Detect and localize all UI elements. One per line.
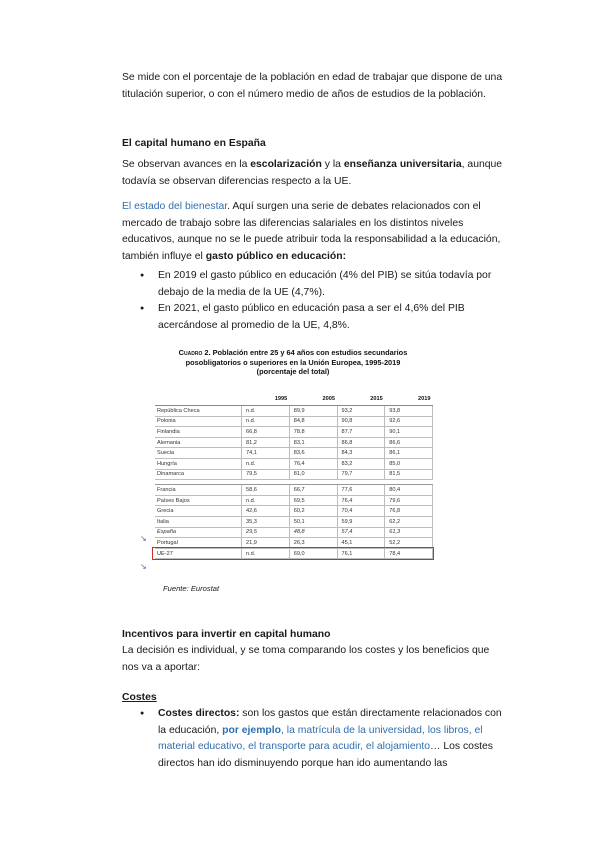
table-cell: 66,8 bbox=[242, 427, 290, 438]
table-cell: 81,0 bbox=[289, 469, 337, 480]
column-header: 2015 bbox=[337, 393, 385, 406]
row-label: Finlandia bbox=[155, 427, 242, 438]
intro-paragraph bbox=[122, 70, 522, 103]
table-cell: 83,6 bbox=[289, 448, 337, 459]
table-cell: 87,7 bbox=[337, 427, 385, 438]
figure-caption bbox=[152, 348, 434, 377]
row-label: España bbox=[155, 527, 242, 538]
row-label: Portugal bbox=[155, 538, 242, 549]
section-heading-costes: Costes bbox=[122, 692, 157, 703]
costes-bullet-list bbox=[122, 706, 522, 772]
arrow-icon: ↘ bbox=[140, 562, 147, 571]
table-cell: 62,2 bbox=[385, 516, 433, 527]
text: Se observan avances en la bbox=[122, 159, 251, 170]
caption-prefix: Cuadro 2. bbox=[178, 348, 211, 357]
table-cell: 81,5 bbox=[385, 469, 433, 480]
list-item bbox=[122, 301, 522, 334]
table-cell: 52,2 bbox=[385, 538, 433, 549]
text: mercado de trabajo sobre las diferencias salariales en los distintos niveles bbox=[122, 217, 464, 229]
table-cell: 21,9 bbox=[242, 538, 290, 549]
table-cell: 81,2 bbox=[242, 437, 290, 448]
highlight-text: por ejemplo bbox=[222, 724, 282, 736]
table-row bbox=[155, 495, 433, 506]
table-cell: 93,8 bbox=[385, 406, 433, 417]
text: … Los costes bbox=[430, 741, 493, 752]
text: La decisión es individual, y se toma comparando los costes y los beneficios que bbox=[122, 645, 490, 656]
text: , aunque bbox=[461, 159, 503, 170]
text: son los gastos que están directamente relacionados con bbox=[239, 708, 502, 719]
text: debajo de la media de la UE (4,7%). bbox=[158, 286, 325, 298]
table-row bbox=[155, 485, 433, 496]
table-row bbox=[155, 406, 433, 417]
table-row bbox=[155, 427, 433, 438]
table-cell: 48,8 bbox=[289, 527, 337, 538]
table-cell: 76,1 bbox=[337, 548, 385, 559]
table-row bbox=[155, 448, 433, 459]
row-label: Hungría bbox=[155, 458, 242, 469]
table-cell: 90,8 bbox=[337, 416, 385, 427]
cuadro-2-figure bbox=[140, 348, 434, 598]
table-row bbox=[155, 469, 433, 480]
text: acercándose al promedio de la UE, 4,8%. bbox=[158, 319, 350, 331]
incentivos-paragraph bbox=[122, 643, 522, 676]
column-header: 2005 bbox=[289, 393, 337, 406]
highlight-text: material educativo, el transporte para acudir, el alojamiento bbox=[158, 741, 431, 752]
list-item bbox=[122, 268, 522, 301]
column-header bbox=[155, 393, 242, 406]
table-cell: 76,4 bbox=[337, 495, 385, 506]
table-cell: 69,0 bbox=[289, 548, 337, 559]
text: todavía se observan diferencias respecto a la UE. bbox=[122, 175, 352, 187]
table-cell: 60,2 bbox=[289, 506, 337, 517]
table-cell: 42,6 bbox=[242, 506, 290, 517]
table-row bbox=[155, 527, 433, 538]
table-cell: 78,4 bbox=[385, 548, 433, 559]
espana-highlight-box bbox=[152, 547, 434, 560]
table-header-row bbox=[155, 393, 433, 406]
table-cell: 77,6 bbox=[337, 485, 385, 496]
table-cell: n.d. bbox=[242, 416, 290, 427]
caption-text: (porcentaje del total) bbox=[256, 367, 330, 377]
table-cell: 86,6 bbox=[385, 437, 433, 448]
row-label: Países Bajos bbox=[155, 495, 242, 506]
table-cell: 86,1 bbox=[385, 448, 433, 459]
table-row bbox=[155, 416, 433, 427]
avances-paragraph bbox=[122, 157, 522, 190]
table-cell: 83,2 bbox=[337, 458, 385, 469]
table-cell: 50,1 bbox=[289, 516, 337, 527]
row-label: Italia bbox=[155, 516, 242, 527]
table-cell: 83,1 bbox=[289, 437, 337, 448]
table-cell: 84,3 bbox=[337, 448, 385, 459]
text: educativos, aunque no se le puede atribuir toda la responsabilidad a la educación, bbox=[122, 234, 501, 245]
arrow-icon: ↘ bbox=[140, 534, 147, 543]
table-cell: 93,2 bbox=[337, 406, 385, 417]
intro-line: titulación superior, o con el número medio de años de estudios de la población. bbox=[122, 88, 486, 100]
table-cell: 58,6 bbox=[242, 485, 290, 496]
row-label: República Checa bbox=[155, 406, 242, 417]
caption-text: posobligatorios o superiores en la Unión Europea, 1995-2019 bbox=[185, 357, 401, 367]
row-label: Suecia bbox=[155, 448, 242, 459]
table-row bbox=[155, 437, 433, 448]
table-cell: 61,3 bbox=[385, 527, 433, 538]
text: ● En 2019 el gasto público en educación (4% del PIB) se sitúa todavía por bbox=[158, 270, 492, 281]
table-cell: 59,9 bbox=[337, 516, 385, 527]
table-row bbox=[155, 506, 433, 517]
table-cell: 66,7 bbox=[289, 485, 337, 496]
table-cell: 35,3 bbox=[242, 516, 290, 527]
table-cell: 92,6 bbox=[385, 416, 433, 427]
table-cell: n.d. bbox=[242, 406, 290, 417]
table-cell: n.d. bbox=[242, 548, 290, 559]
section-heading-capital-humano: El capital humano en España bbox=[122, 138, 266, 149]
bold-text: escolarización bbox=[250, 159, 322, 170]
table-cell: 74,1 bbox=[242, 448, 290, 459]
highlight-text: , la matrícula de la universidad, los libros, el bbox=[281, 724, 483, 736]
intro-line: Se mide con el porcentaje de la población en edad de trabajar que dispone de una bbox=[122, 72, 503, 83]
text: ● En 2021, el gasto público en educación pasa a ser el 4,6% del PIB bbox=[158, 303, 465, 314]
section-heading-incentivos: Incentivos para invertir en capital humano bbox=[122, 629, 331, 640]
table-cell: 79,6 bbox=[385, 495, 433, 506]
table-cell: 78,8 bbox=[289, 427, 337, 438]
table-cell: 57,4 bbox=[337, 527, 385, 538]
table-cell: 29,5 bbox=[242, 527, 290, 538]
table-cell: 85,0 bbox=[385, 458, 433, 469]
row-label: UE-27 bbox=[155, 548, 242, 559]
table-cell: 86,8 bbox=[337, 437, 385, 448]
table-cell: 70,4 bbox=[337, 506, 385, 517]
table-cell: 76,8 bbox=[385, 506, 433, 517]
row-label: Francia bbox=[155, 485, 242, 496]
table-cell: 45,1 bbox=[337, 538, 385, 549]
table-row bbox=[155, 458, 433, 469]
column-header: 1995 bbox=[242, 393, 290, 406]
bold-text: enseñanza universitaria bbox=[343, 159, 462, 170]
table-cell: 89,9 bbox=[289, 406, 337, 417]
text: nos va a aportar: bbox=[122, 661, 200, 673]
text: también influye el bbox=[122, 250, 206, 262]
table-cell: 80,4 bbox=[385, 485, 433, 496]
bienestar-link[interactable]: El estado del bienestar bbox=[122, 201, 228, 212]
row-label: Alemania bbox=[155, 437, 242, 448]
text: y la bbox=[321, 159, 344, 170]
gasto-bullet-list bbox=[122, 268, 522, 334]
table-cell: n.d. bbox=[242, 495, 290, 506]
table-cell: 26,3 bbox=[289, 538, 337, 549]
table-cell: 90,1 bbox=[385, 427, 433, 438]
education-table bbox=[155, 393, 433, 559]
row-label: Grecia bbox=[155, 506, 242, 517]
text: . Aquí surgen una serie de debates relacionados con el bbox=[227, 201, 481, 212]
table-cell: 76,4 bbox=[289, 458, 337, 469]
bold-text: Costes directos: bbox=[158, 708, 240, 719]
table-cell: n.d. bbox=[242, 458, 290, 469]
table-cell: 79,7 bbox=[337, 469, 385, 480]
list-item bbox=[122, 706, 522, 772]
row-label: Polonia bbox=[155, 416, 242, 427]
row-label: Dinamarca bbox=[155, 469, 242, 480]
text: la educación, bbox=[158, 724, 223, 736]
table-cell: 79,5 bbox=[242, 469, 290, 480]
caption-text: Población entre 25 y 64 años con estudios secundarios bbox=[210, 348, 408, 357]
figure-source: Fuente: Eurostat bbox=[163, 584, 220, 593]
table-cell: 84,8 bbox=[289, 416, 337, 427]
bienestar-paragraph bbox=[122, 199, 522, 265]
text: directos han ido disminuyendo porque han ido aumentando las bbox=[158, 757, 448, 769]
bold-text: gasto público en educación: bbox=[205, 250, 347, 262]
table-row bbox=[155, 516, 433, 527]
table-cell: 69,5 bbox=[289, 495, 337, 506]
column-header: 2019 bbox=[385, 393, 433, 406]
